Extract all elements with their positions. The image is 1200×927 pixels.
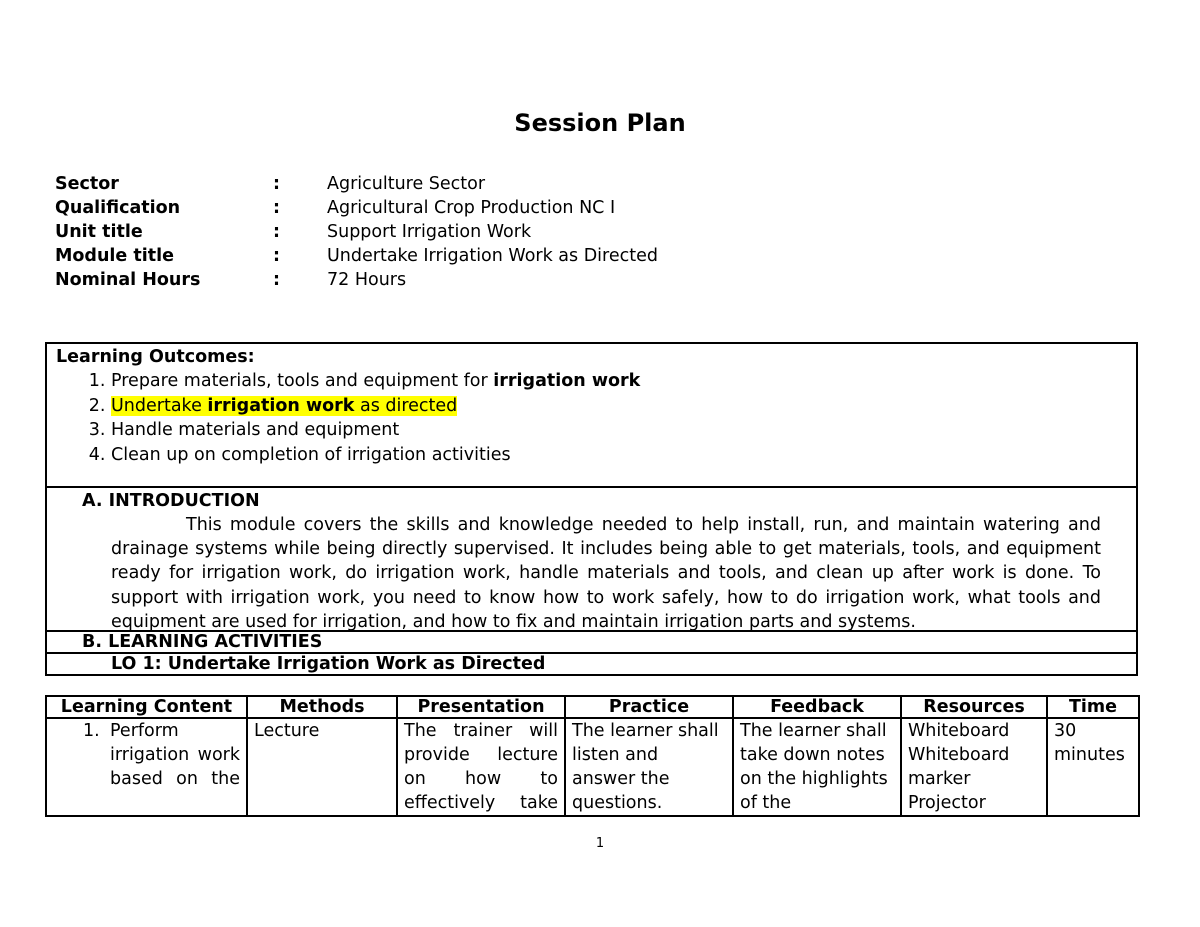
detail-colon: : — [273, 174, 280, 194]
learning-outcomes-heading: Learning Outcomes: — [56, 347, 255, 367]
column-header: Time — [1047, 696, 1139, 718]
learning-outcome-item — [111, 443, 1127, 468]
learning-outcome-item — [111, 369, 1127, 394]
column-header: Presentation — [397, 696, 565, 718]
learning-outcomes-list — [56, 369, 1127, 467]
learning-content-text: Perform irrigation work based on the — [110, 721, 240, 789]
detail-row-module-title — [55, 244, 658, 268]
detail-row-nominal-hours — [55, 268, 658, 292]
learning-activities-box — [45, 630, 1138, 654]
item-number: 1. — [83, 721, 100, 741]
learning-outcome-item — [111, 418, 1127, 443]
detail-colon: : — [273, 246, 280, 266]
column-header: Feedback — [733, 696, 901, 718]
outcome-bold-text: irrigation work — [493, 371, 641, 391]
learning-content-cell — [46, 718, 247, 816]
outcome-text: Undertake — [111, 395, 208, 416]
detail-colon: : — [273, 222, 280, 242]
introduction-box — [45, 486, 1138, 632]
table-row — [46, 718, 1139, 816]
detail-value: Agriculture Sector — [327, 174, 486, 194]
outcome-text: Handle materials and equipment — [111, 420, 400, 440]
detail-label: Sector — [55, 174, 119, 194]
detail-row-unit-title — [55, 220, 658, 244]
learning-activities-heading: B. LEARNING ACTIVITIES — [82, 632, 323, 652]
detail-row-sector — [55, 172, 658, 196]
lo1-title: LO 1: Undertake Irrigation Work as Directed — [111, 654, 546, 674]
presentation-cell: The trainer will provide lecture on how to effectively take — [397, 718, 565, 816]
column-header: Methods — [247, 696, 397, 718]
outcome-bold-text: irrigation work — [207, 395, 355, 416]
practice-cell: The learner shall listen and answer the questions. — [565, 718, 733, 816]
learning-outcome-item — [111, 394, 1127, 419]
detail-colon: : — [273, 198, 280, 218]
page-title: Session Plan — [514, 109, 686, 137]
feedback-cell: The learner shall take down notes on the highlights of the — [733, 718, 901, 816]
column-header: Learning Content — [46, 696, 247, 718]
session-details — [55, 172, 658, 292]
detail-row-qualification — [55, 196, 658, 220]
column-header: Practice — [565, 696, 733, 718]
resources-cell: Whiteboard Whiteboard marker Projector — [901, 718, 1047, 816]
outcome-text: as directed — [354, 395, 458, 416]
detail-value: Undertake Irrigation Work as Directed — [327, 246, 658, 266]
time-cell: 30 minutes — [1047, 718, 1139, 816]
detail-value: 72 Hours — [327, 270, 407, 290]
detail-label: Module title — [55, 246, 174, 266]
learning-content-table — [45, 695, 1140, 817]
introduction-text: This module covers the skills and knowledge needed to help install, run, and maintain watering and drainage systems while being directly supervised. It includes being able to get materials, tools, and equipment ready for irrigation work, do irrigation work, handle materials and tools, and clean up after work is done. To support with irrigation work, you need to know how to work safely, how to do irrigation work, what tools and equipment are used for irrigation, and how to fix and maintain irrigation parts and systems. — [111, 515, 1101, 632]
highlighted-outcome — [111, 396, 457, 416]
detail-label: Qualification — [55, 198, 181, 218]
detail-value: Agricultural Crop Production NC I — [327, 198, 616, 218]
outcome-text: Clean up on completion of irrigation activities — [111, 444, 511, 465]
detail-colon: : — [273, 270, 280, 290]
detail-value: Support Irrigation Work — [327, 222, 532, 242]
methods-cell: Lecture — [247, 718, 397, 816]
table-header-row — [46, 696, 1139, 718]
learning-outcomes-box — [45, 342, 1138, 488]
column-header: Resources — [901, 696, 1047, 718]
introduction-heading: A. INTRODUCTION — [82, 491, 260, 511]
page-number: 1 — [595, 836, 605, 851]
detail-label: Unit title — [55, 222, 143, 242]
detail-label: Nominal Hours — [55, 270, 201, 290]
outcome-text: Prepare materials, tools and equipment for — [111, 371, 494, 391]
lo1-title-box — [45, 652, 1138, 676]
